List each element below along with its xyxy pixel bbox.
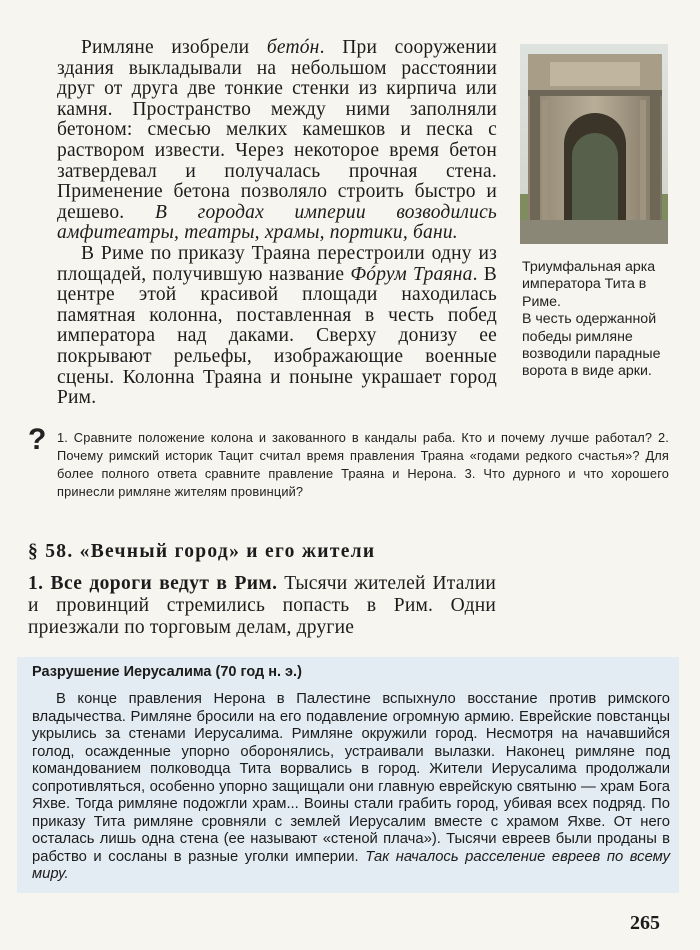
paragraph-forum: [57, 244, 497, 409]
caption-text: В честь одержанной победы римляне возводили парадные ворота в виде арки.: [522, 311, 661, 380]
paragraph-text: . В центре этой красивой площади находилась памятная колонна, поставленная в честь побед императора над даками. Сверху донизу ее покрывают рельефы, изображающие военные сцены. Колонна Траяна и поныне украшает город Рим.: [57, 263, 498, 409]
main-text: [57, 38, 497, 409]
photo-caption: [522, 259, 672, 381]
paragraph-text: Римляне изобрели: [81, 37, 267, 58]
review-questions: 1. Сравните положение колона и закованного в кандалы раба. Кто и почему лучше работал? 2. Почему римский историк Тацит считал время правления Траяна «годами редкого счастья»? Для более полного ответа сравните правление Траяна и Нерона. 3. Что дурного и что хорошего принесли римляне жителям провинций?: [57, 430, 669, 499]
box-italic-sentence: Так началось расселение евреев по всему миру.: [32, 848, 671, 882]
paragraph-concrete: [57, 38, 497, 244]
box-paragraph: В конце правления Нерона в Палестине вспыхнуло восстание против римского владычества. Римляне бросили на его подавление огромную армию. Еврейские повстанцы укрылись за стенами Иерусалима. Римляне окружили город. Несмотря на начавшийся голод, осажденные упорно оборонялись, устраивали вылазки. Наконец римляне под командованием полководца Тита ворвались в город. Жители Иерусалима продолжали сопротивляться, особенно упорно защищали они главную еврейскую святыню — храм Бога Яхве. Тогда римляне подожгли храм... Воины стали грабить город, убивая всех подряд. По приказу Тита римляне сровняли с землей Иерусалим вместе с храмом Яхве. От него осталась лишь одна стена (ее называют «стеной плача»). Тысячи евреев были проданы в рабство и сосланы в разные уголки империи.: [32, 691, 670, 865]
section-text: [28, 573, 496, 639]
term-forum: Фóрум Траяна: [350, 263, 473, 285]
arch-of-titus-photo: [520, 44, 668, 244]
page-number: 265: [630, 912, 660, 934]
paragraph-text: В Риме по приказу Траяна перестроили одну из площадей, получившую название: [57, 242, 497, 285]
term-concrete: бетóн: [266, 37, 320, 58]
italic-sentence: В городах империи возводились амфитеатры, театры, храмы, портики, бани.: [57, 201, 497, 244]
arch-illustration: [520, 44, 668, 244]
question-mark-icon: ?: [28, 423, 47, 456]
section-heading: § 58. «Вечный город» и его жители: [28, 541, 376, 562]
box-title: Разрушение Иерусалима (70 год н. э.): [32, 664, 302, 680]
caption-title: Триумфальная арка императора Тита в Риме.: [522, 259, 656, 310]
subsection-text: Тысячи жителей Италии и провинций стремились попасть в Рим. Одни приезжали по торговым делам, другие: [28, 573, 496, 638]
box-text: [32, 691, 670, 884]
subsection-heading: 1. Все дороги ведут в Рим.: [28, 573, 278, 594]
paragraph-text: . При сооружении здания выкладывали на небольшом расстоянии друг от друга две тонкие стенки из кирпича или камня. Пространство между ними заполняли бетоном: смесью мелких камешков и песка с раствором извести. Через некоторое время бетон затвердевал и получалась прочная стена. Применение бетона позволяло строить быстро и дешево.: [57, 37, 497, 223]
